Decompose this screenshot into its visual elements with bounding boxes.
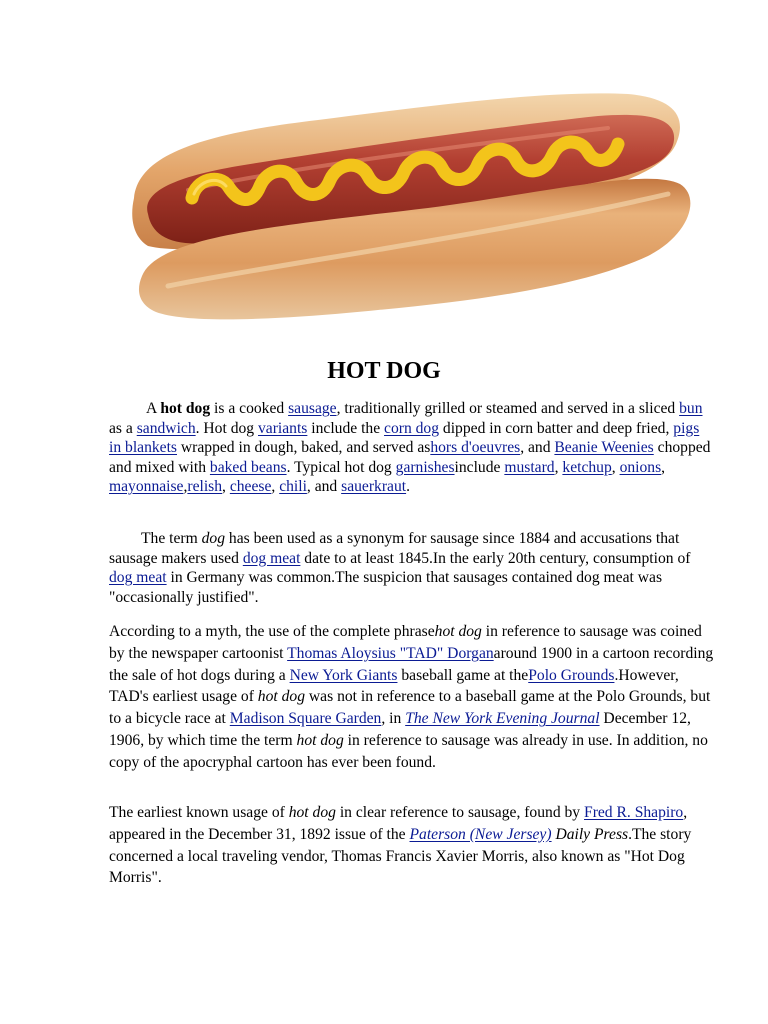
- link-garnishes[interactable]: garnishes: [395, 458, 455, 476]
- link-corn-dog[interactable]: corn dog: [384, 419, 440, 437]
- link-evening-journal[interactable]: The New York Evening Journal: [405, 710, 600, 728]
- link-ketchup[interactable]: ketchup: [562, 458, 612, 476]
- link-cheese[interactable]: cheese: [229, 478, 272, 496]
- paragraph-term-dog: The term dog has been used as a synonym for sausage since 1884 and accusations that sausage makers used dog meat date to at least 1845.In the early 20th century, consumption of dog meat in Germany was common.The suspicion that sausages contained dog meat was "occasionally justified".: [109, 530, 691, 606]
- link-relish[interactable]: relish: [187, 478, 223, 496]
- link-onions[interactable]: onions: [619, 458, 662, 476]
- link-polo-grounds[interactable]: Polo Grounds: [528, 666, 615, 684]
- link-tad-dorgan[interactable]: Thomas Aloysius "TAD" Dorgan: [287, 644, 494, 662]
- hot-dog-illustration: [128, 86, 696, 330]
- paragraph-earliest-usage: The earliest known usage of hot dog in clear reference to sausage, found by Fred R. Shapiro, appeared in the December 31, 1892 issue of the Paterson (New Jersey) Daily Press.The story concerned a local traveling vendor, Thomas Francis Xavier Morris, also known as "Hot Dog Morris".: [109, 804, 692, 887]
- link-variants[interactable]: variants: [258, 419, 308, 437]
- link-chili[interactable]: chili: [279, 478, 307, 496]
- link-madison-square-garden[interactable]: Madison Square Garden: [229, 710, 382, 728]
- link-mustard[interactable]: mustard: [504, 458, 555, 476]
- link-sauerkraut[interactable]: sauerkraut: [341, 478, 407, 496]
- link-mayonnaise[interactable]: mayonnaise: [109, 478, 184, 496]
- link-paterson[interactable]: Paterson (New Jersey): [409, 825, 552, 843]
- link-new-york-giants[interactable]: New York Giants: [289, 666, 398, 684]
- link-bun[interactable]: bun: [679, 400, 703, 417]
- link-hors-doeuvres[interactable]: hors d'oeuvres: [430, 439, 521, 457]
- link-fred-shapiro[interactable]: Fred R. Shapiro: [584, 804, 684, 821]
- page-title: HOT DOG: [327, 358, 441, 384]
- paragraph-intro: A hot dog is a cooked sausage, traditionally grilled or steamed and served in a sliced bun as a sandwich. Hot dog variants include the corn dog dipped in corn batter and deep fried, pigs in blankets wrapped in dough, baked, and served ashors d'oeuvres, and Beanie Weenies chopped and mixed with baked beans. Typical hot dog garnishesinclude mustard, ketchup, onions, mayonnaise,relish, cheese, chili, and sauerkraut.: [109, 400, 711, 496]
- link-dog-meat[interactable]: dog meat: [242, 549, 301, 567]
- link-sandwich[interactable]: sandwich: [136, 419, 196, 437]
- hot-dog-image: [128, 86, 696, 330]
- link-pigs-in-blankets[interactable]: pigs in blankets: [109, 419, 700, 457]
- link-dog-meat-2[interactable]: dog meat: [109, 569, 167, 587]
- paragraph-myth: According to a myth, the use of the complete phrasehot dog in reference to sausage was coined by the newspaper cartoonist Thomas Aloysius "TAD" Dorganaround 1900 in a cartoon recording the sale of hot dogs during a New York Giants baseball game at thePolo Grounds.However, TAD's earliest usage of hot dog was not in reference to a baseball game at the Polo Grounds, but to a bicycle race at Madison Square Garden, in The New York Evening Journal December 12, 1906, by which time the term hot dog in reference to sausage was already in use. In addition, no copy of the apocryphal cartoon has ever been found.: [109, 623, 714, 771]
- link-sausage[interactable]: sausage: [288, 400, 337, 417]
- link-baked-beans[interactable]: baked beans: [209, 458, 287, 476]
- link-beanie-weenies[interactable]: Beanie Weenies: [554, 439, 654, 457]
